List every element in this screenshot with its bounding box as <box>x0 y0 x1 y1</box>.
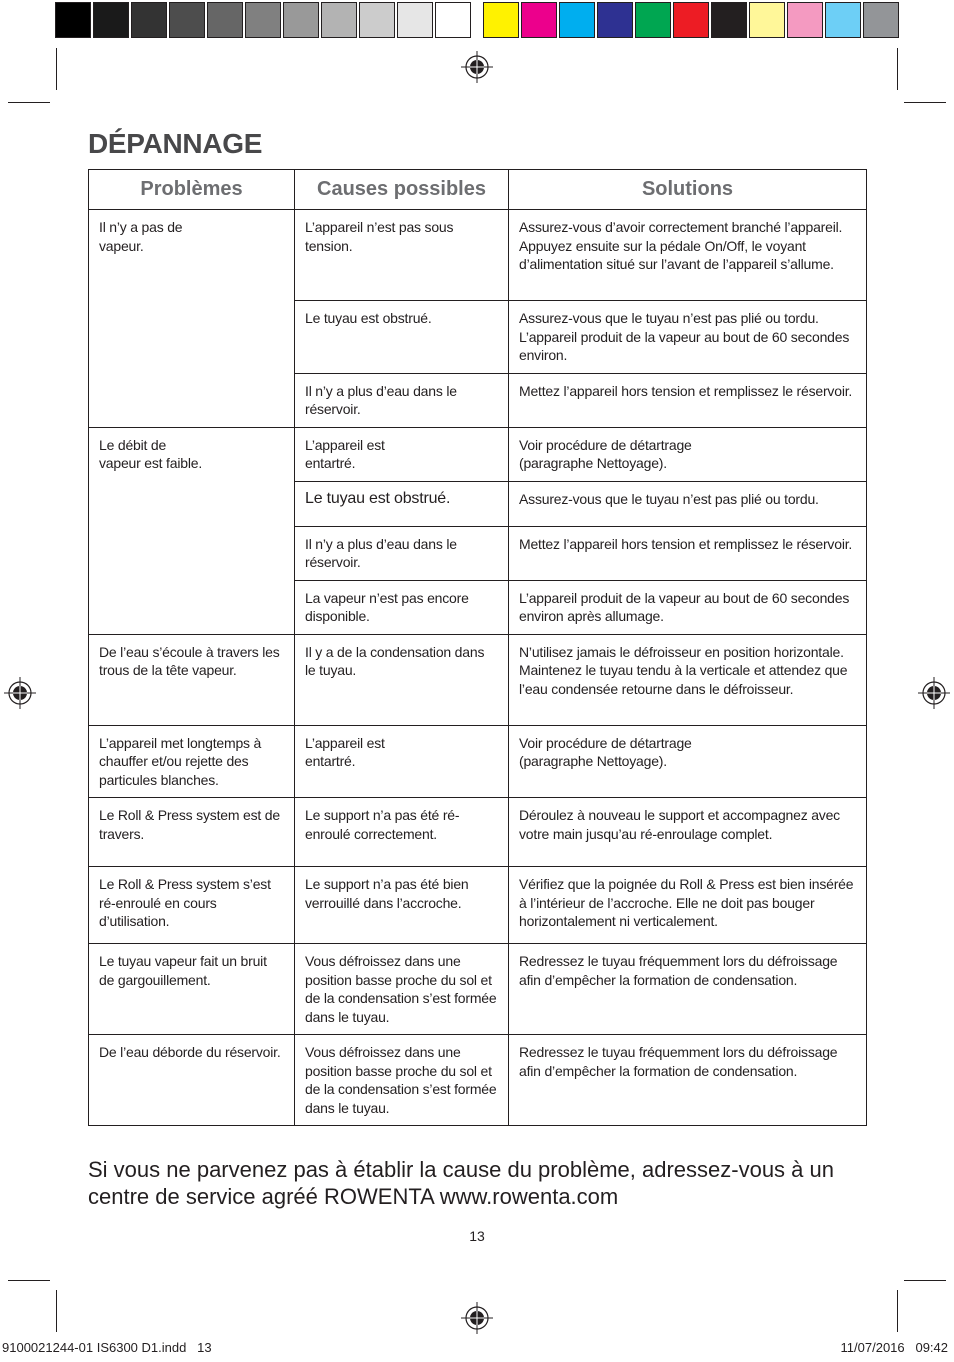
color-swatch <box>55 2 91 38</box>
solution-cell: Voir procédure de détartrage (paragraphe Nettoyage). <box>509 725 867 798</box>
cause-cell: L’appareil n’est pas sous tension. <box>295 210 509 301</box>
color-swatch <box>711 2 747 38</box>
troubleshooting-table <box>88 169 867 1126</box>
header-solutions: Solutions <box>509 170 867 210</box>
cause-cell: Le tuyau est obstrué. <box>295 301 509 374</box>
solution-cell: Voir procédure de détartrage (paragraphe Nettoyage). <box>509 427 867 481</box>
cause-cell: Le support n’a pas été bien verrouillé dans l’accroche. <box>295 867 509 944</box>
problem-cell: Le Roll & Press system est de travers. <box>89 798 295 867</box>
file-slug: 9100021244-01 IS6300 D1.indd 13 <box>2 1340 212 1355</box>
table-row <box>89 210 867 301</box>
color-swatch <box>749 2 785 38</box>
crop-mark <box>56 48 57 90</box>
cause-cell: Vous défroissez dans une position basse proche du sol et de la condensation s’est formée dans le tuyau. <box>295 944 509 1035</box>
crop-mark <box>897 48 898 90</box>
header-problems: Problèmes <box>89 170 295 210</box>
cause-cell: Il y a de la condensation dans le tuyau. <box>295 634 509 725</box>
color-swatch <box>131 2 167 38</box>
color-swatch <box>283 2 319 38</box>
problem-cell: De l’eau déborde du réservoir. <box>89 1035 295 1126</box>
solution-cell: Déroulez à nouveau le support et accompagnez avec votre main jusqu’au ré-enroulage complet. <box>509 798 867 867</box>
registration-mark-icon <box>918 677 950 709</box>
solution-cell: N’utilisez jamais le défroisseur en position horizontale. Maintenez le tuyau tendu à la verticale et attendez que l’eau condensée retourne dans le défroisseur. <box>509 634 867 725</box>
color-swatch <box>207 2 243 38</box>
color-swatch <box>673 2 709 38</box>
crop-mark <box>897 1290 898 1332</box>
date-slug: 11/07/2016 09:42 <box>840 1340 948 1355</box>
solution-cell: Redressez le tuyau fréquemment lors du défroissage afin d’empêcher la formation de condensation. <box>509 944 867 1035</box>
problem-cell: De l’eau s’écoule à travers les trous de la tête vapeur. <box>89 634 295 725</box>
table-header-row <box>89 170 867 210</box>
registration-mark-icon <box>4 677 36 709</box>
cause-cell: La vapeur n’est pas encore disponible. <box>295 580 509 634</box>
cause-cell: Le support n’a pas été ré-enroulé correctement. <box>295 798 509 867</box>
table-row <box>89 867 867 944</box>
crop-mark <box>904 1280 946 1281</box>
color-swatch <box>245 2 281 38</box>
header-causes: Causes possibles <box>295 170 509 210</box>
color-swatch <box>169 2 205 38</box>
cause-cell: L’appareil est entartré. <box>295 427 509 481</box>
problem-cell: Le Roll & Press system s’est ré-enroulé en cours d’utilisation. <box>89 867 295 944</box>
table-row <box>89 427 867 481</box>
registration-mark-icon <box>461 51 493 83</box>
problem-cell: Le débit de vapeur est faible. <box>89 427 295 634</box>
color-swatch <box>787 2 823 38</box>
cause-cell: Vous défroissez dans une position basse proche du sol et de la condensation s’est formée dans le tuyau. <box>295 1035 509 1126</box>
crop-mark <box>8 1280 50 1281</box>
page-number: 13 <box>469 1228 485 1244</box>
crop-mark <box>8 102 50 103</box>
problem-cell: L’appareil met longtemps à chauffer et/ou rejette des particules blanches. <box>89 725 295 798</box>
solution-cell: Redressez le tuyau fréquemment lors du défroissage afin d’empêcher la formation de condensation. <box>509 1035 867 1126</box>
color-swatch <box>321 2 357 38</box>
solution-cell: Vérifiez que la poignée du Roll & Press est bien insérée à l’intérieur de l’accroche. Elle ne doit pas bouger horizontalement ni verticalement. <box>509 867 867 944</box>
page-title: DÉPANNAGE <box>88 128 263 159</box>
crop-mark <box>56 1290 57 1332</box>
cause-cell: Il n’y a plus d’eau dans le réservoir. <box>295 373 509 427</box>
registration-mark-icon <box>461 1302 493 1334</box>
color-calibration-bar <box>55 2 901 38</box>
solution-cell: Assurez-vous que le tuyau n’est pas plié ou tordu. <box>509 481 867 526</box>
table-row <box>89 944 867 1035</box>
color-swatch <box>483 2 519 38</box>
color-swatch <box>597 2 633 38</box>
cause-cell: Le tuyau est obstrué. <box>295 481 509 526</box>
solution-cell: Assurez-vous d’avoir correctement branché l’appareil. Appuyez ensuite sur la pédale On/Off, le voyant d’alimentation situé sur l’avant de l’appareil s’allume. <box>509 210 867 301</box>
color-swatch <box>397 2 433 38</box>
table-row <box>89 798 867 867</box>
swatch-gap <box>473 2 483 38</box>
color-swatch <box>863 2 899 38</box>
problem-cell: Il n’y a pas de vapeur. <box>89 210 295 428</box>
color-swatch <box>93 2 129 38</box>
cause-cell: Il n’y a plus d’eau dans le réservoir. <box>295 526 509 580</box>
solution-cell: Mettez l’appareil hors tension et remplissez le réservoir. <box>509 526 867 580</box>
color-swatch <box>825 2 861 38</box>
solution-cell: Mettez l’appareil hors tension et remplissez le réservoir. <box>509 373 867 427</box>
cause-cell: L’appareil est entartré. <box>295 725 509 798</box>
color-swatch <box>521 2 557 38</box>
crop-mark <box>904 102 946 103</box>
color-swatch <box>359 2 395 38</box>
service-note: Si vous ne parvenez pas à établir la cause du problème, adressez-vous à un centre de service agréé ROWENTA www.rowenta.com <box>88 1157 834 1209</box>
problem-cell: Le tuyau vapeur fait un bruit de gargouillement. <box>89 944 295 1035</box>
color-swatch <box>635 2 671 38</box>
color-swatch <box>435 2 471 38</box>
table-row <box>89 725 867 798</box>
table-row <box>89 634 867 725</box>
solution-cell: L’appareil produit de la vapeur au bout de 60 secondes environ après allumage. <box>509 580 867 634</box>
table-row <box>89 1035 867 1126</box>
solution-cell: Assurez-vous que le tuyau n’est pas plié ou tordu. L’appareil produit de la vapeur au bout de 60 secondes environ. <box>509 301 867 374</box>
color-swatch <box>559 2 595 38</box>
